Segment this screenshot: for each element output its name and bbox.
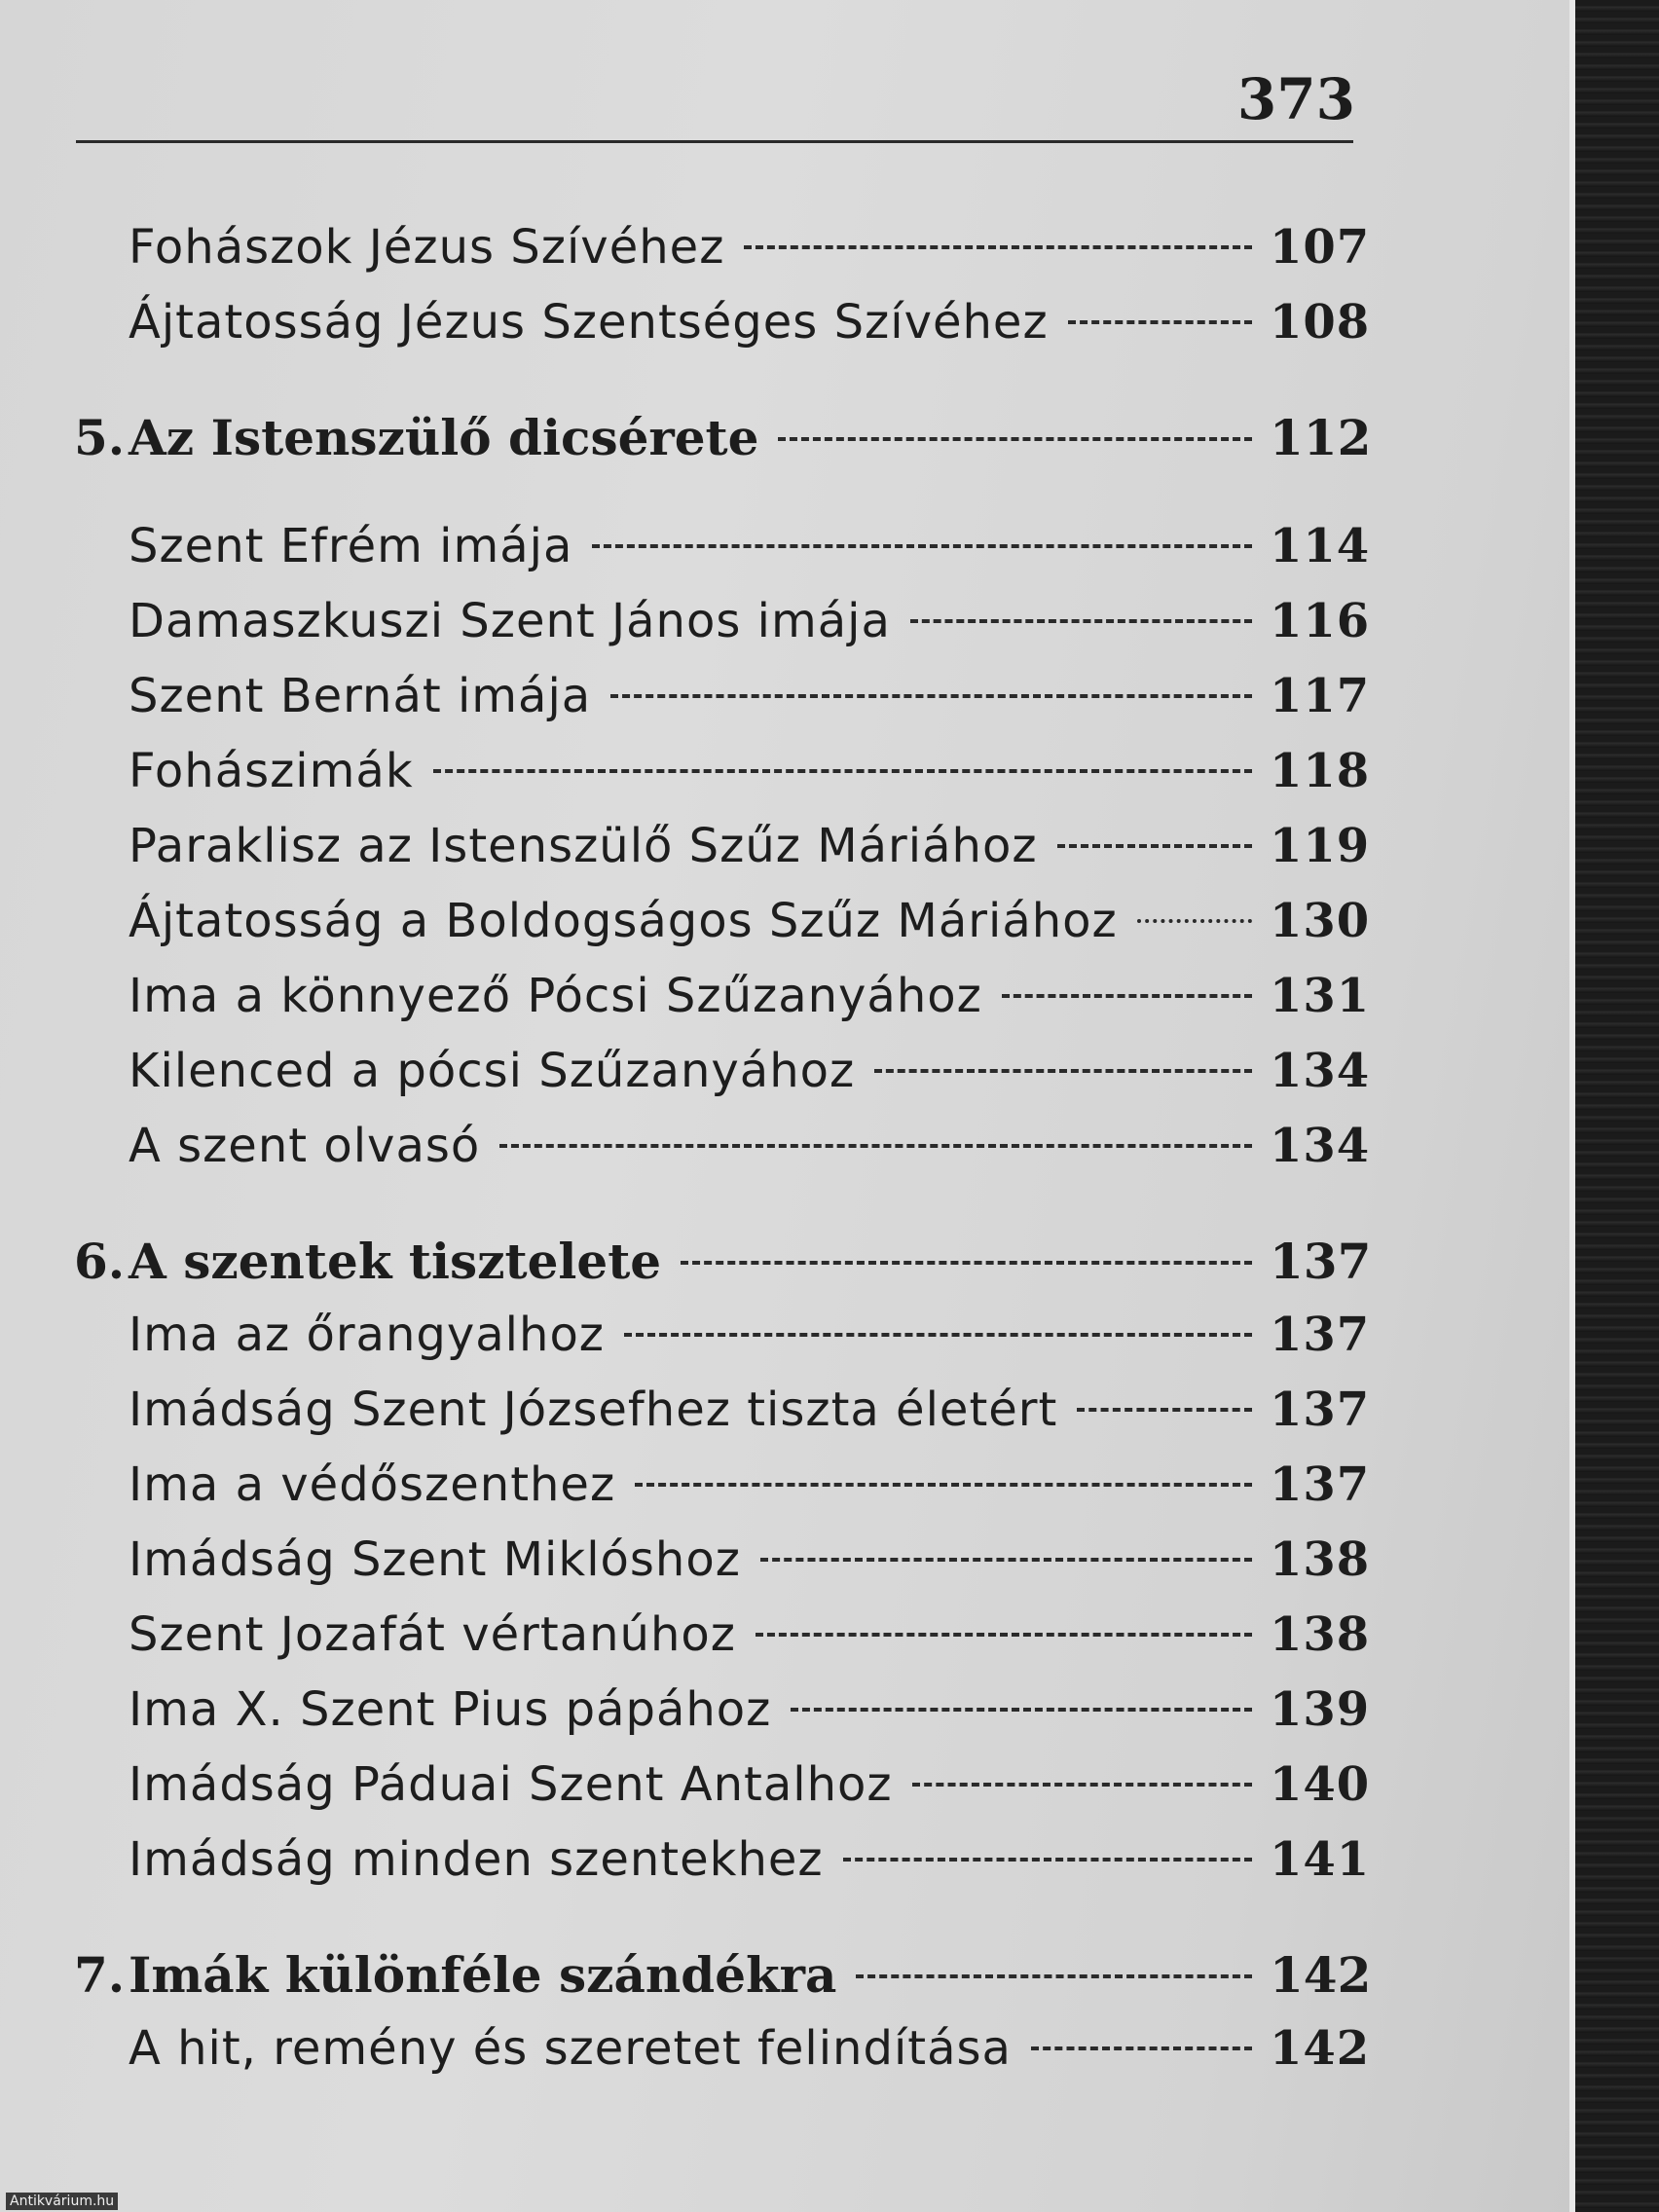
toc-entry-title: Fohászok Jézus Szívéhez [129, 220, 725, 275]
toc-entry-page: 134 [1270, 1044, 1371, 1098]
section-page: 137 [1270, 1233, 1372, 1290]
toc-entry-title: A hit, remény és szeretet felindítása [129, 2021, 1012, 2076]
section-number: 7. [74, 1946, 126, 2004]
dot-leader [760, 1558, 1252, 1562]
toc-section-heading [74, 409, 1372, 484]
page-number: 373 [1236, 66, 1355, 132]
dot-leader [499, 1144, 1252, 1148]
toc-entry-title: Imádság Páduai Szent Antalhoz [129, 1757, 893, 1812]
book-binding [1569, 0, 1659, 2212]
toc-entry-title: Ájtatosság Jézus Szentséges Szívéhez [129, 295, 1049, 350]
dot-leader [1031, 2046, 1252, 2050]
toc-entry [74, 744, 1371, 819]
toc-entry-page: 137 [1270, 1308, 1371, 1362]
dot-leader [912, 1783, 1252, 1787]
toc-entry [74, 1457, 1371, 1532]
dot-leader [778, 437, 1252, 441]
section-number: 5. [74, 409, 126, 466]
toc-entry-page: 117 [1270, 669, 1371, 723]
section-title: Az Istenszülő dicsérete [129, 409, 759, 466]
toc-entry [74, 2021, 1371, 2096]
section-title: A szentek tisztelete [129, 1233, 662, 1290]
section-title: Imák különféle szándékra [129, 1946, 837, 2004]
toc-entry-page: 137 [1270, 1457, 1371, 1512]
toc-entry [74, 519, 1371, 594]
dot-leader [1068, 320, 1252, 324]
toc-entry-title: Ima X. Szent Pius pápához [129, 1682, 772, 1737]
dot-leader [874, 1069, 1252, 1073]
toc-entry-page: 134 [1270, 1119, 1371, 1173]
toc-entry-title: Ima az őrangyalhoz [129, 1308, 605, 1362]
table-of-contents [74, 220, 1372, 2096]
dot-leader [910, 619, 1252, 623]
toc-entry-page: 108 [1270, 295, 1371, 350]
dot-leader [610, 694, 1252, 698]
dot-leader [1057, 844, 1252, 848]
toc-entry-title: Ima a könnyező Pócsi Szűzanyához [129, 969, 982, 1023]
section-page: 142 [1270, 1946, 1372, 2004]
dot-leader [635, 1483, 1252, 1487]
dot-leader [433, 769, 1252, 773]
toc-section-heading [74, 1946, 1372, 2021]
toc-entry-page: 137 [1270, 1382, 1371, 1437]
toc-entry-page: 114 [1270, 519, 1371, 573]
dot-leader [1137, 919, 1252, 923]
watermark: Antikvárium.hu [6, 2193, 118, 2210]
toc-entry-title: Imádság minden szentekhez [129, 1832, 824, 1887]
toc-entry-page: 141 [1270, 1832, 1371, 1887]
toc-entry-title: Damaszkuszi Szent János imája [129, 594, 891, 648]
toc-entry [74, 1607, 1371, 1682]
dot-leader [791, 1708, 1252, 1712]
toc-entry [74, 1044, 1371, 1119]
toc-entry [74, 1308, 1371, 1382]
toc-entry-title: Fohászimák [129, 744, 414, 798]
toc-entry [74, 894, 1371, 969]
dot-leader [624, 1333, 1252, 1337]
toc-entry-title: Ájtatosság a Boldogságos Szűz Máriához [129, 894, 1118, 948]
toc-entry [74, 819, 1371, 894]
toc-entry [74, 1832, 1371, 1907]
toc-entry-page: 119 [1270, 819, 1371, 873]
dot-leader [681, 1261, 1252, 1265]
header-rule [76, 140, 1353, 143]
dot-leader [744, 245, 1252, 249]
toc-entry-title: A szent olvasó [129, 1119, 481, 1173]
toc-entry-page: 142 [1270, 2021, 1371, 2076]
dot-leader [756, 1633, 1252, 1637]
toc-entry-page: 131 [1270, 969, 1371, 1023]
dot-leader [856, 1974, 1252, 1978]
section-number: 6. [74, 1233, 126, 1290]
toc-entry-title: Szent Jozafát vértanúhoz [129, 1607, 736, 1662]
toc-entry-title: Kilenced a pócsi Szűzanyához [129, 1044, 856, 1098]
toc-entry [74, 1682, 1371, 1757]
toc-entry-title: Szent Efrém imája [129, 519, 573, 573]
toc-entry-page: 107 [1270, 220, 1371, 275]
toc-entry-title: Szent Bernát imája [129, 669, 592, 723]
section-page: 112 [1270, 409, 1372, 466]
toc-entry [74, 594, 1371, 669]
toc-entry-title: Imádság Szent Miklóshoz [129, 1532, 741, 1587]
toc-entry-page: 138 [1270, 1532, 1371, 1587]
dot-leader [1077, 1408, 1252, 1412]
toc-entry [74, 969, 1371, 1044]
toc-entry [74, 295, 1371, 370]
toc-entry-page: 139 [1270, 1682, 1371, 1737]
toc-entry-page: 138 [1270, 1607, 1371, 1662]
dot-leader [1002, 994, 1252, 998]
toc-section-heading [74, 1233, 1372, 1308]
toc-entry-title: Paraklisz az Istenszülő Szűz Máriához [129, 819, 1038, 873]
toc-entry-page: 116 [1270, 594, 1371, 648]
dot-leader [843, 1858, 1252, 1862]
toc-entry [74, 1119, 1371, 1194]
toc-entry [74, 1532, 1371, 1607]
dot-leader [592, 544, 1252, 548]
toc-entry [74, 220, 1371, 295]
toc-entry-page: 140 [1270, 1757, 1371, 1812]
toc-entry [74, 1757, 1371, 1832]
toc-entry [74, 669, 1371, 744]
toc-entry-page: 118 [1270, 744, 1371, 798]
toc-entry-title: Ima a védőszenthez [129, 1457, 616, 1512]
toc-entry-title: Imádság Szent Józsefhez tiszta életért [129, 1382, 1058, 1437]
toc-entry-page: 130 [1270, 894, 1371, 948]
toc-entry [74, 1382, 1371, 1457]
